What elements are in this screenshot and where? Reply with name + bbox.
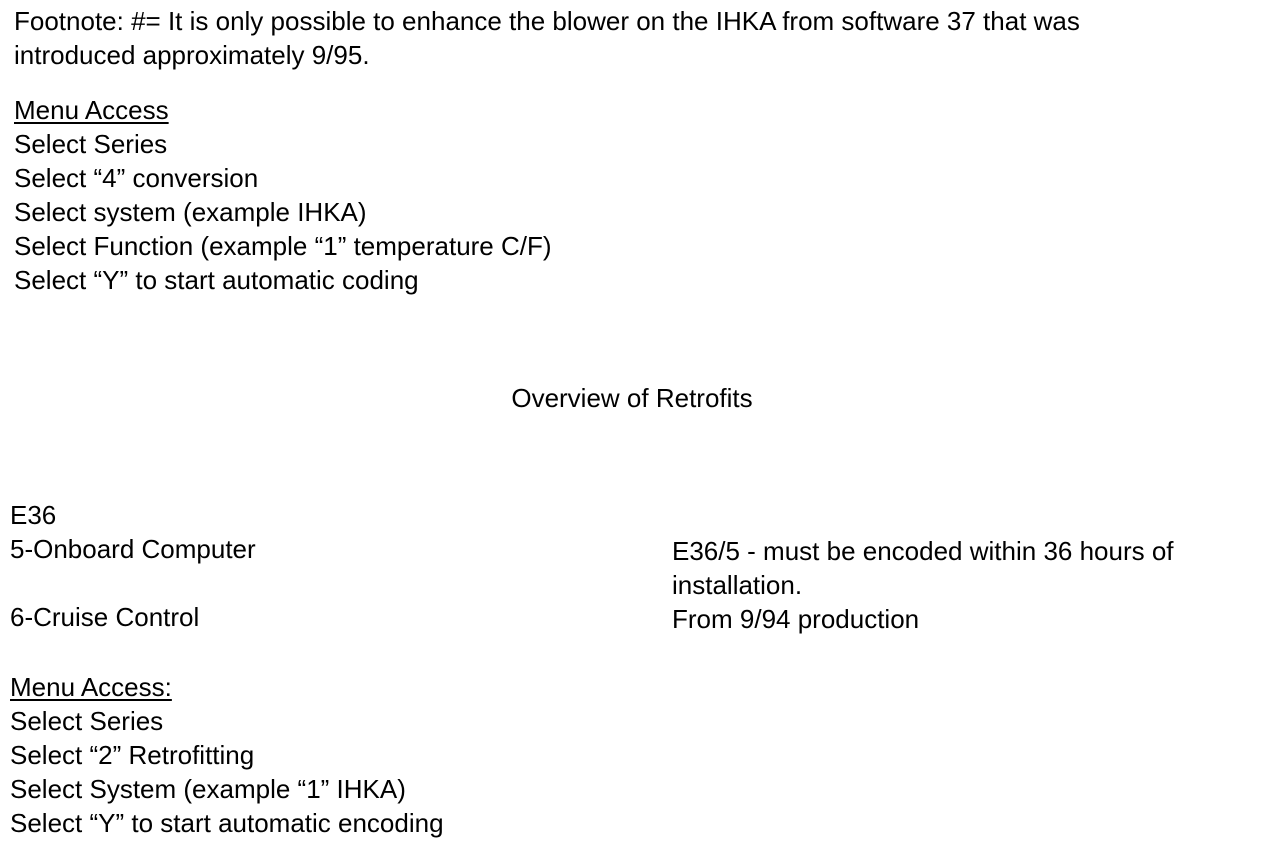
menu-access-heading: Menu Access: [10, 672, 172, 702]
menu-access-section-2 [10, 670, 444, 840]
menu-step: Select “Y” to start automatic coding [14, 265, 419, 295]
menu-step: Select System (example “1” IHKA) [10, 774, 406, 804]
menu-step: Select “2” Retrofitting [10, 740, 255, 770]
footnote [14, 4, 1254, 72]
menu-step: Select Function (example “1” temperature C/F) [14, 231, 552, 261]
retrofit-list [10, 498, 256, 634]
retrofit-notes [672, 534, 1174, 636]
spacer [10, 566, 256, 600]
footnote-line-1: Footnote: #= It is only possible to enhance the blower on the IHKA from software 37 that was [14, 6, 1080, 36]
retrofit-item: 6-Cruise Control [10, 602, 200, 632]
menu-step: Select “4” conversion [14, 163, 259, 193]
retrofit-note-line: installation. [672, 570, 803, 600]
retrofit-note: From 9/94 production [672, 604, 920, 634]
menu-access-heading: Menu Access [14, 95, 169, 125]
menu-access-section-1 [14, 93, 552, 297]
footnote-line-2: introduced approximately 9/95. [14, 40, 370, 70]
menu-step: Select Series [10, 706, 164, 736]
section-title: Overview of Retrofits [511, 383, 753, 413]
series-label: E36 [10, 500, 57, 530]
retrofit-item: 5-Onboard Computer [10, 534, 256, 564]
menu-step: Select Series [14, 129, 168, 159]
menu-step: Select system (example IHKA) [14, 197, 367, 227]
menu-step: Select “Y” to start automatic encoding [10, 808, 444, 838]
retrofit-note-line: E36/5 - must be encoded within 36 hours of [672, 536, 1174, 566]
